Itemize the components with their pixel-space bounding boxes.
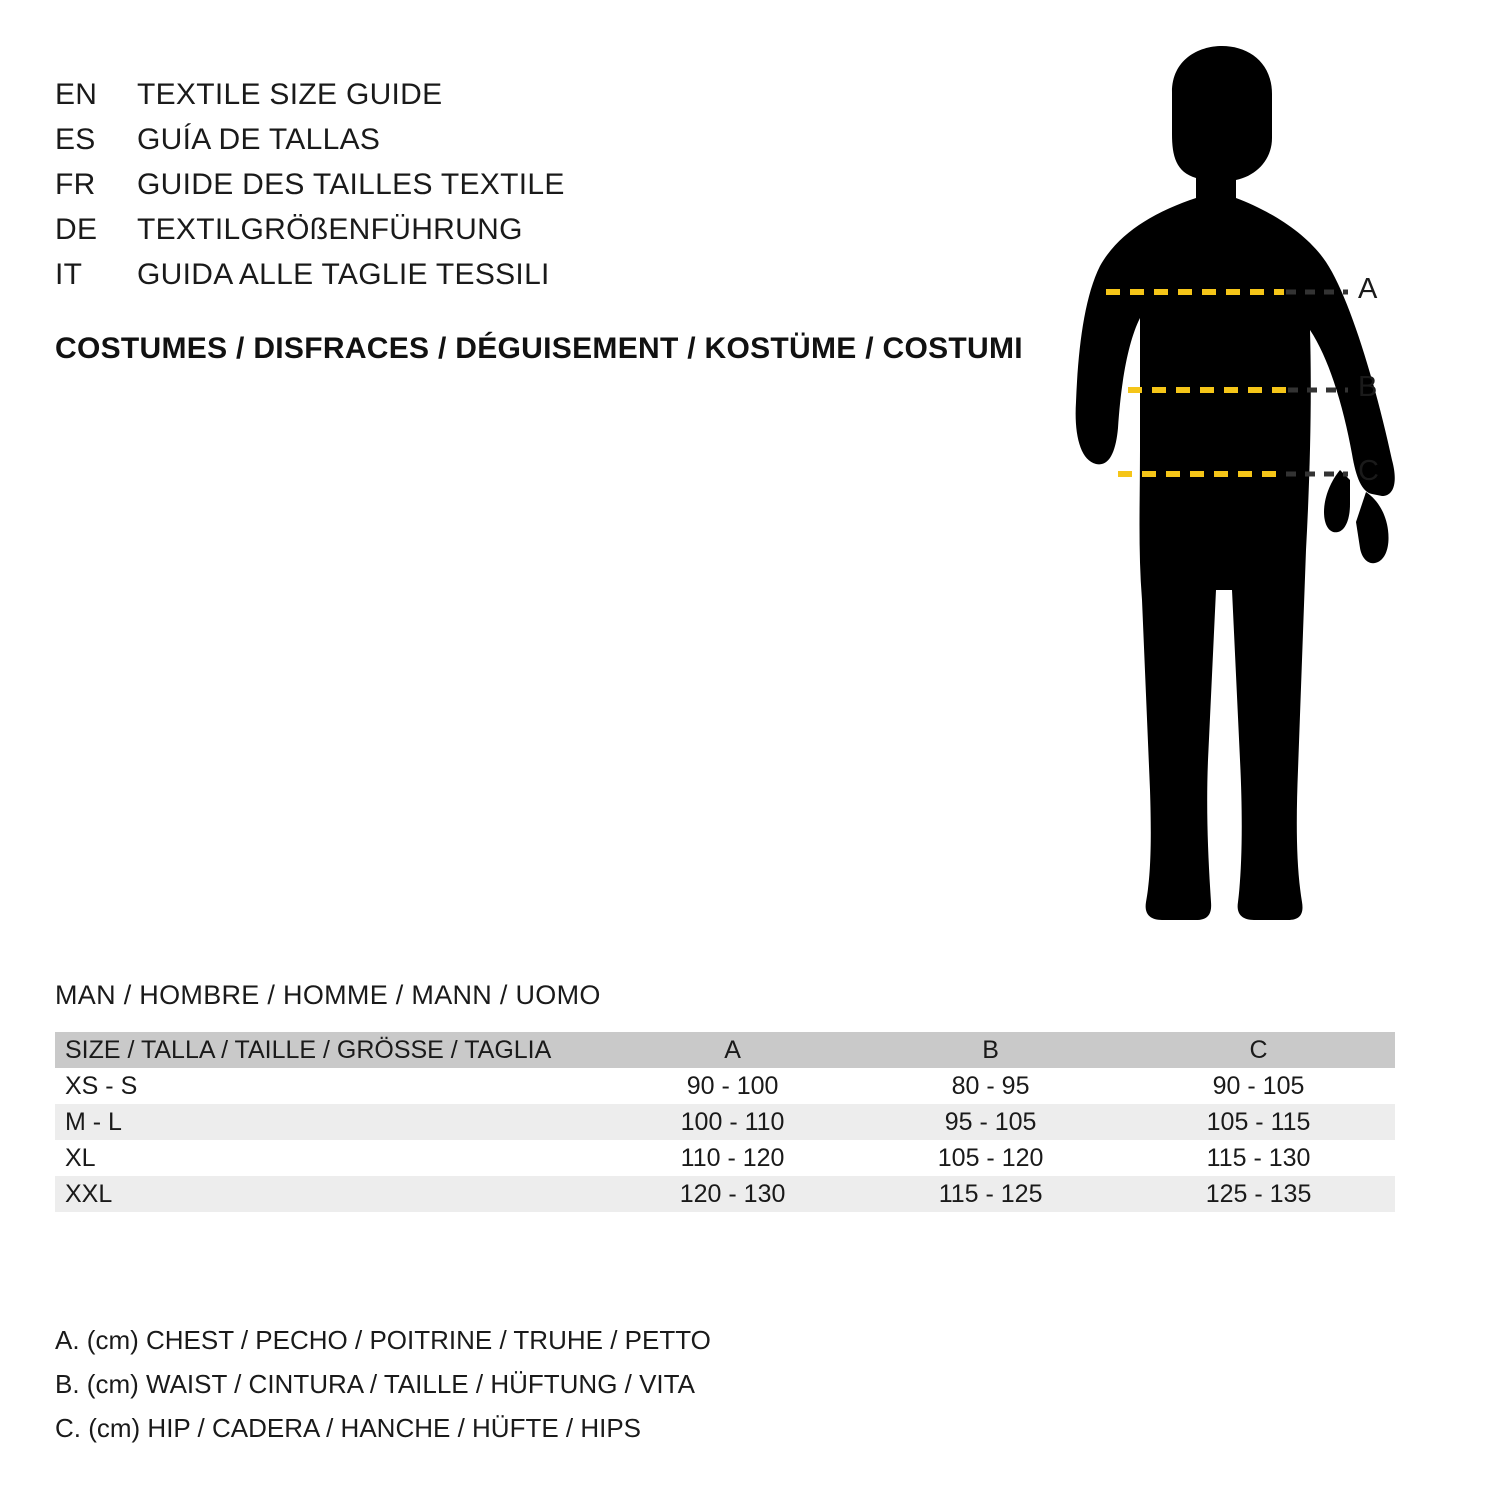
language-row-es — [55, 117, 875, 162]
language-text-it: GUIDA ALLE TAGLIE TESSILI — [137, 258, 550, 291]
table-title: MAN / HOMBRE / HOMME / MANN / UOMO — [55, 980, 601, 1010]
table-cell-size: M - L — [65, 1107, 122, 1136]
table-header-b: B — [982, 1035, 999, 1064]
language-code-de: DE — [55, 213, 98, 246]
table-row — [55, 1176, 1395, 1212]
table-cell-a: 110 - 120 — [680, 1143, 785, 1172]
language-row-en — [55, 72, 875, 117]
table-cell-b: 95 - 105 — [944, 1107, 1037, 1136]
table-cell-b: 115 - 125 — [938, 1179, 1043, 1208]
costumes-subtitle: COSTUMES / DISFRACES / DÉGUISEMENT / KOSTÜME / COSTUMI — [55, 332, 1023, 365]
table-cell-c: 125 - 135 — [1205, 1179, 1312, 1208]
language-text-en: TEXTILE SIZE GUIDE — [137, 78, 443, 111]
language-row-de — [55, 207, 875, 252]
table-cell-size: XL — [65, 1143, 96, 1172]
language-code-es: ES — [55, 123, 96, 156]
language-code-en: EN — [55, 78, 98, 111]
figure-label-b: B — [1358, 371, 1378, 403]
table-cell-a: 90 - 100 — [686, 1071, 779, 1100]
body-figure — [1000, 30, 1460, 930]
table-cell-a: 100 - 110 — [680, 1107, 785, 1136]
table-cell-c: 105 - 115 — [1206, 1107, 1311, 1136]
size-table — [55, 1032, 1395, 1212]
silhouette-svg — [1000, 30, 1460, 930]
table-cell-a: 120 - 130 — [679, 1179, 786, 1208]
table-header-row — [55, 1032, 1395, 1068]
table-row — [55, 1140, 1395, 1176]
language-text-es: GUÍA DE TALLAS — [137, 123, 381, 156]
language-row-fr — [55, 162, 875, 207]
legend — [55, 1318, 711, 1450]
language-code-it: IT — [55, 258, 83, 291]
language-row-it — [55, 252, 875, 297]
language-text-fr: GUIDE DES TAILLES TEXTILE — [137, 168, 565, 201]
table-cell-c: 90 - 105 — [1212, 1071, 1305, 1100]
table-cell-size: XS - S — [65, 1071, 138, 1100]
table-cell-b: 105 - 120 — [937, 1143, 1044, 1172]
figure-label-c: C — [1358, 455, 1379, 487]
table-header-size: SIZE / TALLA / TAILLE / GRÖSSE / TAGLIA — [65, 1035, 552, 1064]
table-row — [55, 1104, 1395, 1140]
figure-label-a: A — [1358, 273, 1378, 305]
table-header-a: A — [724, 1035, 741, 1064]
legend-line-a: A. (cm) CHEST / PECHO / POITRINE / TRUHE / PETTO — [55, 1325, 711, 1355]
legend-line-c: C. (cm) HIP / CADERA / HANCHE / HÜFTE / HIPS — [55, 1413, 642, 1443]
table-row — [55, 1068, 1395, 1104]
table-cell-c: 115 - 130 — [1206, 1143, 1311, 1172]
language-text-de: TEXTILGRÖßENFÜHRUNG — [137, 213, 523, 246]
table-cell-b: 80 - 95 — [951, 1071, 1030, 1100]
language-list — [55, 72, 875, 297]
legend-line-b: B. (cm) WAIST / CINTURA / TAILLE / HÜFTUNG / VITA — [55, 1369, 695, 1399]
table-header-c: C — [1249, 1035, 1268, 1064]
language-code-fr: FR — [55, 168, 96, 201]
table-cell-size: XXL — [65, 1179, 113, 1208]
